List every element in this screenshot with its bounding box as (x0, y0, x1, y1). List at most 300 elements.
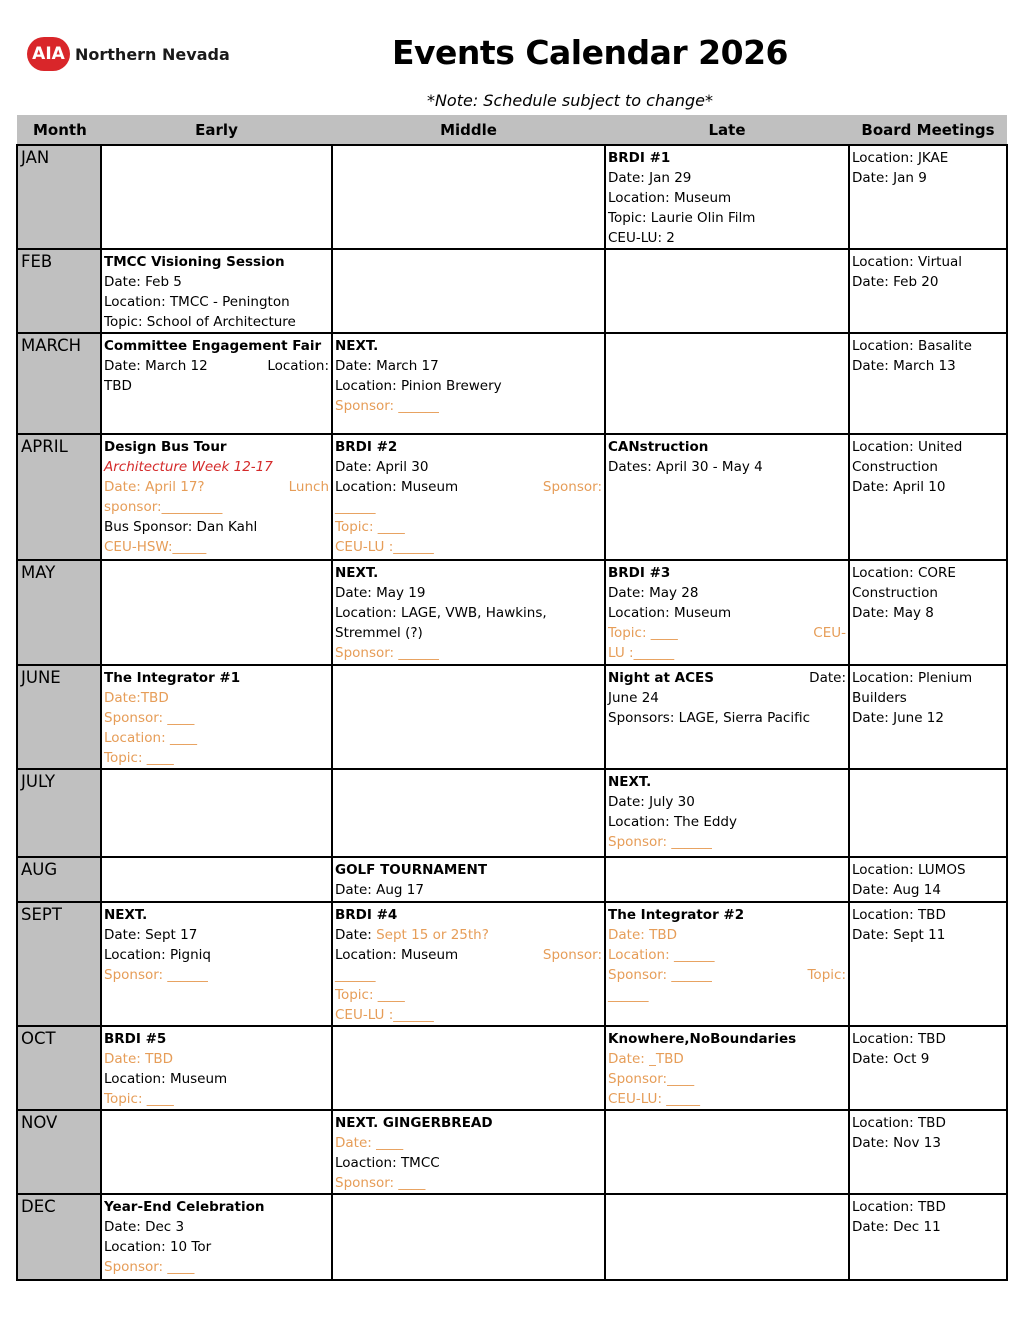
event-line (608, 228, 846, 248)
event-text: Location: CORE (852, 565, 956, 581)
event-text: Date: Feb 20 (852, 274, 939, 290)
event-text: BRDI #3 (608, 565, 671, 581)
event-line (852, 708, 1004, 728)
event-line (335, 356, 602, 376)
event-text: Location: TMCC - Penington (104, 294, 290, 310)
month-label: SEPT (17, 902, 101, 1026)
event-line (608, 905, 846, 925)
event-text: ______ (608, 987, 649, 1003)
event-line (608, 583, 846, 603)
event-text: Bus Sponsor: Dan Kahl (104, 519, 258, 535)
header-row (17, 115, 1007, 145)
event-text: Date: Nov 13 (852, 1135, 941, 1151)
event-line (335, 1153, 602, 1173)
event-line (608, 148, 846, 168)
event-line (608, 208, 846, 228)
event-line (852, 252, 1004, 272)
event-line (335, 497, 602, 517)
event-line (104, 1029, 329, 1049)
event-line (104, 272, 329, 292)
column-header-middle: Middle (332, 115, 605, 145)
event-text: Date: Feb 5 (104, 274, 182, 290)
event-text: Topic: ____ (104, 750, 174, 766)
late-cell (605, 857, 849, 902)
event-text: BRDI #4 (335, 907, 398, 923)
event-line (104, 965, 329, 985)
event-text: Location: ____ (104, 730, 197, 746)
event-text: CEU-LU: 2 (608, 230, 675, 246)
event-line (608, 965, 846, 985)
event-line (608, 985, 846, 1005)
event-line (852, 477, 1004, 497)
board-meetings-cell (849, 333, 1007, 434)
event-text: Date: Aug 14 (852, 882, 941, 898)
event-text: Date: March 17 (335, 358, 439, 374)
event-line (104, 356, 329, 376)
event-text: Location: TBD (852, 1199, 946, 1215)
event-text: Night at ACES (608, 670, 714, 686)
event-text: Date: April 30 (335, 459, 429, 475)
event-text: Date: May 28 (608, 585, 699, 601)
event-text: Date: ____ (335, 1135, 404, 1151)
event-line (104, 537, 329, 557)
event-text: BRDI #5 (104, 1031, 167, 1047)
late-cell (605, 333, 849, 434)
event-text: Date: May 19 (335, 585, 426, 601)
month-row (17, 145, 1007, 249)
event-line (852, 880, 1004, 900)
column-header-early: Early (101, 115, 332, 145)
event-line (335, 563, 602, 583)
month-label: MARCH (17, 333, 101, 434)
event-text: Date: TBD (608, 927, 678, 943)
early-cell (101, 1194, 332, 1280)
event-line (335, 517, 602, 537)
event-text: Date: Aug 17 (335, 882, 424, 898)
event-line (104, 497, 329, 517)
event-text: Construction (852, 459, 938, 475)
event-text: Date: June 12 (852, 710, 944, 726)
month-label: APRIL (17, 434, 101, 560)
event-line (608, 623, 846, 643)
event-line (335, 583, 602, 603)
event-line (852, 905, 1004, 925)
event-text: Date: April 10 (852, 479, 946, 495)
event-line (852, 1197, 1004, 1217)
middle-cell (332, 560, 605, 665)
event-line (608, 708, 846, 728)
event-text-highlight: Sept 15 or 25th? (376, 927, 489, 943)
month-row (17, 769, 1007, 857)
event-text: Location: Plenium (852, 670, 973, 686)
event-line (335, 905, 602, 925)
event-text: Location: The Eddy (608, 814, 737, 830)
event-text-right: Lunch (288, 479, 329, 495)
event-line (608, 563, 846, 583)
event-line (104, 437, 329, 457)
event-line (608, 1089, 846, 1109)
event-line (104, 292, 329, 312)
event-line (335, 1113, 602, 1133)
event-text: Date: (335, 927, 377, 943)
board-meetings-cell (849, 249, 1007, 333)
early-cell (101, 434, 332, 560)
event-text: Date: Dec 3 (104, 1219, 185, 1235)
event-line (104, 1197, 329, 1217)
event-line (852, 925, 1004, 945)
event-line (608, 772, 846, 792)
event-line (608, 688, 846, 708)
board-meetings-cell (849, 665, 1007, 769)
event-text: NEXT. (104, 907, 148, 923)
event-text: Design Bus Tour (104, 439, 227, 455)
late-cell (605, 1110, 849, 1194)
early-cell (101, 769, 332, 857)
event-text: NEXT. (608, 774, 652, 790)
middle-cell (332, 1026, 605, 1110)
event-line (104, 1237, 329, 1257)
early-cell (101, 333, 332, 434)
early-cell (101, 249, 332, 333)
event-text: Location: Virtual (852, 254, 963, 270)
event-text: NEXT. (335, 338, 379, 354)
event-text: Loaction: TMCC (335, 1155, 440, 1171)
event-text: Date: Sept 17 (104, 927, 198, 943)
event-text: Location: Museum (335, 479, 459, 495)
event-text: Date: April 17? (104, 479, 205, 495)
event-line (335, 1173, 602, 1193)
board-meetings-cell (849, 769, 1007, 857)
board-meetings-cell (849, 145, 1007, 249)
event-text: Topic: Laurie Olin Film (608, 210, 756, 226)
event-text: Sponsor: ____ (104, 710, 195, 726)
event-text: Location: ______ (608, 947, 715, 963)
event-text: TMCC Visioning Session (104, 254, 285, 270)
board-meetings-cell (849, 1110, 1007, 1194)
late-cell (605, 665, 849, 769)
event-line (335, 457, 602, 477)
event-text: Sponsor: ______ (608, 967, 712, 983)
event-line (852, 1113, 1004, 1133)
event-line (335, 860, 602, 880)
late-cell (605, 902, 849, 1026)
event-line (335, 437, 602, 457)
event-text: Location: Museum (608, 190, 732, 206)
month-row (17, 857, 1007, 902)
event-line (104, 688, 329, 708)
event-text: Location: LAGE, VWB, Hawkins, (335, 605, 547, 621)
event-line (104, 1049, 329, 1069)
event-line (608, 668, 846, 688)
middle-cell (332, 1194, 605, 1280)
event-text: CEU-LU :______ (335, 1007, 434, 1023)
schedule-note: *Note: Schedule subject to change* (426, 91, 714, 110)
event-line (852, 457, 1004, 477)
event-text: Location: Pigniq (104, 947, 211, 963)
event-text: Topic: School of Architecture (104, 314, 296, 330)
late-cell (605, 434, 849, 560)
event-text: Location: Basalite (852, 338, 972, 354)
event-text-right: Sponsor: (542, 947, 602, 963)
event-text: Topic: ____ (104, 1091, 174, 1107)
event-text: Sponsor: ____ (335, 1175, 426, 1191)
aia-logo (27, 36, 230, 72)
middle-cell (332, 434, 605, 560)
event-line (852, 336, 1004, 356)
event-text: Location: JKAE (852, 150, 949, 166)
event-text: Location: 10 Tor (104, 1239, 212, 1255)
event-line (104, 925, 329, 945)
month-label: NOV (17, 1110, 101, 1194)
middle-cell (332, 857, 605, 902)
event-line (104, 376, 329, 396)
month-row (17, 902, 1007, 1026)
event-line (608, 792, 846, 812)
event-text: sponsor:_________ (104, 499, 223, 515)
event-line (104, 1217, 329, 1237)
middle-cell (332, 1110, 605, 1194)
event-line (104, 477, 329, 497)
event-line (104, 1069, 329, 1089)
event-text: Year-End Celebration (104, 1199, 265, 1215)
event-text: NEXT. (335, 565, 379, 581)
event-line (104, 312, 329, 332)
event-text: TBD (104, 378, 132, 394)
event-line (335, 603, 602, 623)
middle-cell (332, 902, 605, 1026)
event-text: Date: TBD (104, 1051, 174, 1067)
event-text: CEU-HSW:_____ (104, 539, 207, 555)
early-cell (101, 902, 332, 1026)
event-line (852, 1217, 1004, 1237)
early-cell (101, 145, 332, 249)
event-text: June 24 (608, 690, 659, 706)
event-line (608, 188, 846, 208)
event-line (852, 563, 1004, 583)
event-line (335, 985, 602, 1005)
event-text: Committee Engagement Fair (104, 338, 322, 354)
event-line (608, 925, 846, 945)
page-title: Events Calendar 2026 (391, 33, 788, 72)
month-row (17, 249, 1007, 333)
event-line (852, 1049, 1004, 1069)
event-line (335, 477, 602, 497)
event-line (608, 603, 846, 623)
event-line (335, 880, 602, 900)
event-line (608, 812, 846, 832)
event-text: Location: TBD (852, 1031, 946, 1047)
event-text: Sponsor:____ (608, 1071, 695, 1087)
event-text: Dates: April 30 - May 4 (608, 459, 763, 475)
event-text: Stremmel (?) (335, 625, 423, 641)
early-cell (101, 1026, 332, 1110)
event-text: Topic: ____ (335, 987, 405, 1003)
event-text-right: Topic: (807, 967, 846, 983)
late-cell (605, 145, 849, 249)
month-row (17, 1194, 1007, 1280)
event-text: Sponsor: ______ (335, 398, 439, 414)
late-cell (605, 769, 849, 857)
event-line (852, 168, 1004, 188)
event-text: Location: TBD (852, 1115, 946, 1131)
event-line (852, 272, 1004, 292)
column-header-month: Month (17, 115, 101, 145)
month-row (17, 1110, 1007, 1194)
event-text: Date:TBD (104, 690, 169, 706)
board-meetings-cell (849, 1194, 1007, 1280)
month-label: JULY (17, 769, 101, 857)
event-line (104, 668, 329, 688)
early-cell (101, 857, 332, 902)
event-line (335, 336, 602, 356)
event-line (852, 1133, 1004, 1153)
event-line (852, 668, 1004, 688)
late-cell (605, 560, 849, 665)
event-text: Sponsor: ______ (608, 834, 712, 850)
month-row (17, 560, 1007, 665)
middle-cell (332, 769, 605, 857)
event-text: Location: Museum (608, 605, 732, 621)
event-line (852, 688, 1004, 708)
event-text: LU :______ (608, 645, 675, 661)
event-text: Sponsor: ______ (104, 967, 208, 983)
middle-cell (332, 665, 605, 769)
event-text: Date: March 12 (104, 358, 208, 374)
events-calendar-table (16, 115, 1008, 1281)
event-line (335, 965, 602, 985)
event-line (335, 643, 602, 663)
chapter-name: Northern Nevada (75, 44, 230, 64)
month-row (17, 333, 1007, 434)
event-text: Date: Jan 29 (608, 170, 692, 186)
event-line (335, 537, 602, 557)
late-cell (605, 249, 849, 333)
event-text: Location: Museum (335, 947, 459, 963)
month-label: JUNE (17, 665, 101, 769)
event-text-right: CEU- (813, 625, 846, 641)
event-line (852, 583, 1004, 603)
event-text: GOLF TOURNAMENT (335, 862, 488, 878)
event-text: Location: Pinion Brewery (335, 378, 502, 394)
event-line (104, 708, 329, 728)
event-text: NEXT. GINGERBREAD (335, 1115, 493, 1131)
event-line (852, 603, 1004, 623)
event-text: Date: July 30 (608, 794, 695, 810)
event-text-right: Sponsor: (542, 479, 602, 495)
event-line (335, 945, 602, 965)
month-label: JAN (17, 145, 101, 249)
early-cell (101, 560, 332, 665)
event-text: The Integrator #1 (104, 670, 241, 686)
event-text: Location: TBD (852, 907, 946, 923)
event-line (852, 356, 1004, 376)
event-line (852, 148, 1004, 168)
event-line (104, 336, 329, 356)
event-line (335, 1133, 602, 1153)
event-text: The Integrator #2 (608, 907, 745, 923)
month-row (17, 434, 1007, 560)
middle-cell (332, 333, 605, 434)
board-meetings-cell (849, 1026, 1007, 1110)
event-text: Topic: ____ (608, 625, 678, 641)
event-text: Builders (852, 690, 907, 706)
board-meetings-cell (849, 902, 1007, 1026)
event-text: Date: Sept 11 (852, 927, 946, 943)
month-label: AUG (17, 857, 101, 902)
event-text: Date: May 8 (852, 605, 934, 621)
event-text: Date: Oct 9 (852, 1051, 930, 1067)
event-line (852, 860, 1004, 880)
event-text: Date: _TBD (608, 1051, 684, 1067)
event-line (104, 252, 329, 272)
event-text: CEU-LU: _____ (608, 1091, 701, 1107)
event-text: BRDI #1 (608, 150, 671, 166)
event-text: BRDI #2 (335, 439, 398, 455)
event-text: Sponsor: ______ (335, 645, 439, 661)
early-cell (101, 665, 332, 769)
event-text-right: Date: (809, 670, 846, 686)
event-text: Location: LUMOS (852, 862, 966, 878)
event-line (608, 832, 846, 852)
late-cell (605, 1026, 849, 1110)
event-line (608, 1049, 846, 1069)
event-line (335, 376, 602, 396)
event-text: CANstruction (608, 439, 709, 455)
event-line (608, 168, 846, 188)
late-cell (605, 1194, 849, 1280)
aia-logo-mark: AIA (27, 37, 70, 71)
month-label: DEC (17, 1194, 101, 1280)
event-text: Sponsor: ____ (104, 1259, 195, 1275)
column-header-late: Late (605, 115, 849, 145)
event-line (852, 437, 1004, 457)
event-line (335, 925, 602, 945)
event-text: Date: Dec 11 (852, 1219, 941, 1235)
month-label: FEB (17, 249, 101, 333)
event-text: Date: March 13 (852, 358, 956, 374)
event-text-right: Location: (267, 358, 329, 374)
board-meetings-cell (849, 434, 1007, 560)
event-line (104, 748, 329, 768)
event-text: CEU-LU :______ (335, 539, 434, 555)
event-text: Location: Museum (104, 1071, 228, 1087)
event-text: Date: Jan 9 (852, 170, 927, 186)
event-line (608, 437, 846, 457)
middle-cell (332, 249, 605, 333)
middle-cell (332, 145, 605, 249)
event-line (852, 1029, 1004, 1049)
board-meetings-cell (849, 857, 1007, 902)
event-text: ______ (335, 967, 376, 983)
event-text: Location: United (852, 439, 963, 455)
event-line (608, 643, 846, 663)
event-text: Sponsors: LAGE, Sierra Pacific (608, 710, 811, 726)
event-text: Knowhere,NoBoundaries (608, 1031, 797, 1047)
month-label: OCT (17, 1026, 101, 1110)
event-text: Topic: ____ (335, 519, 405, 535)
board-meetings-cell (849, 560, 1007, 665)
event-line (608, 1069, 846, 1089)
early-cell (101, 1110, 332, 1194)
event-line (335, 623, 602, 643)
event-text: Architecture Week 12-17 (104, 459, 273, 475)
event-line (104, 945, 329, 965)
month-row (17, 1026, 1007, 1110)
event-line (104, 1257, 329, 1277)
event-line (608, 457, 846, 477)
event-line (335, 1005, 602, 1025)
event-line (104, 728, 329, 748)
